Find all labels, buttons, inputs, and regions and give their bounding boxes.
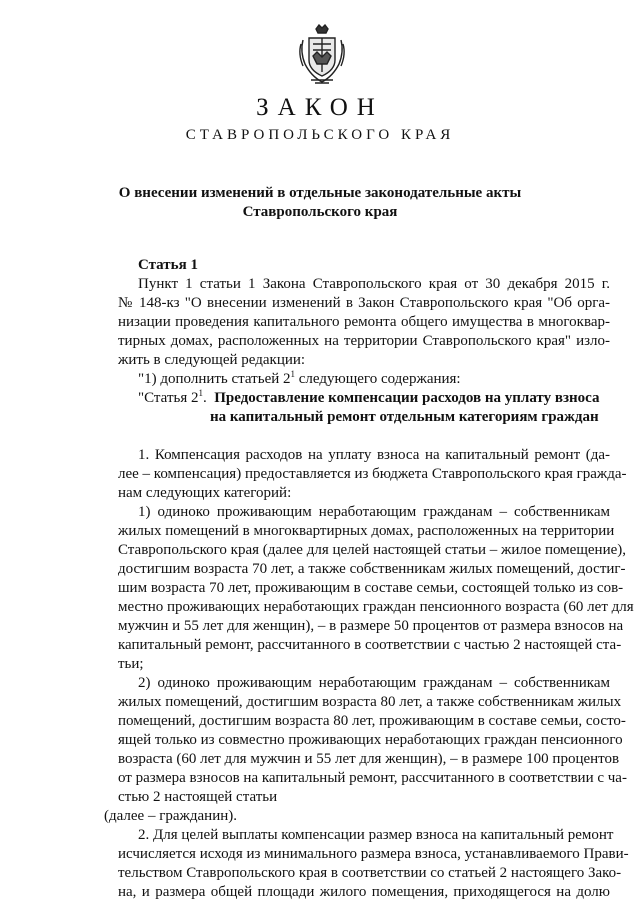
paragraph-line: 1. Компенсация расходов на уплату взноса на капитальный ремонт (да- bbox=[138, 447, 610, 463]
paragraph-line: жилых помещений, достигшим возраста 80 лет, а также собственникам жилых bbox=[118, 694, 622, 710]
paragraph-line: возраста (60 лет для мужчин и 55 лет для женщин), – в размере 100 процентов bbox=[118, 751, 620, 767]
paragraph-line: ящей только из совместно проживающих неработающих граждан пенсионного bbox=[118, 732, 623, 748]
paragraph-line: жить в следующей редакции: bbox=[118, 352, 306, 368]
paragraph-line: (далее – гражданин). bbox=[104, 808, 238, 824]
paragraph-line: исчисляется исходя из минимального размера взноса, устанавливаемого Прави- bbox=[118, 846, 629, 862]
paragraph-line: "1) дополнить статьей $2^1$ следующего содержания: bbox=[138, 369, 461, 387]
heading-line: О внесении изменений в отдельные законодательные акты bbox=[118, 185, 522, 201]
paragraph-line: стью 2 настоящей статьи bbox=[118, 789, 278, 805]
paragraph-line: тирных домах, расположенных на территории Ставропольского края" изло- bbox=[118, 333, 610, 349]
article-title-continued: на капитальный ремонт отдельным категориям граждан bbox=[210, 409, 599, 425]
heading-line: Ставропольского края bbox=[242, 204, 398, 220]
paragraph-line: 2) одиноко проживающим неработающим гражданам – собственникам bbox=[138, 675, 610, 691]
paragraph-line: № 148-кз "О внесении изменений в Закон Ставропольского края "Об орга- bbox=[118, 295, 610, 311]
paragraph-line: помещений, достигшим возраста 80 лет, проживающим в составе семьи, состо- bbox=[118, 713, 626, 729]
paragraph-line: местно проживающих неработающих граждан пенсионного возраста (60 лет для bbox=[118, 599, 634, 615]
paragraph-line: шим возраста 70 лет, проживающим в составе семьи, состоящей только из сов- bbox=[118, 580, 624, 596]
paragraph-line: нам следующих категорий: bbox=[118, 485, 292, 501]
law-title: ЗАКОН bbox=[256, 94, 384, 121]
paragraph-line: 1) одиноко проживающим неработающим гражданам – собственникам bbox=[138, 504, 610, 520]
paragraph-line: тьи; bbox=[118, 656, 144, 672]
law-heading bbox=[0, 184, 640, 222]
paragraph-line: достигшим возраста 70 лет, а также собственникам жилых помещений, достиг- bbox=[118, 561, 626, 577]
paragraph-line: от размера взносов на капитальный ремонт, рассчитанного в соответствии с ча- bbox=[118, 770, 627, 786]
coat-of-arms-icon bbox=[297, 24, 347, 86]
law-region: СТАВРОПОЛЬСКОГО КРАЯ bbox=[185, 127, 455, 143]
paragraph-line: Пункт 1 статьи 1 Закона Ставропольского края от 30 декабря 2015 г. bbox=[138, 276, 610, 292]
paragraph-line: Ставропольского края (далее для целей настоящей статьи – жилое помещение), bbox=[118, 542, 627, 558]
paragraph-line: тельством Ставропольского края в соответствии со статьей 2 настоящего Зако- bbox=[118, 865, 622, 881]
paragraph-line: лее – компенсация) предоставляется из бюджета Ставропольского края гражда- bbox=[118, 466, 627, 482]
article-title: Статья 1 bbox=[138, 257, 198, 273]
paragraph-line: на, и размера общей площади жилого помещения, приходящегося на долю bbox=[118, 884, 610, 900]
paragraph-line: мужчин и 55 лет для женщин), – в размере 50 процентов от размера взносов на bbox=[118, 618, 624, 634]
paragraph-line: капитальный ремонт, рассчитанного в соответствии с частью 2 настоящей ста- bbox=[118, 637, 622, 653]
paragraph-line: 2. Для целей выплаты компенсации размер взноса на капитальный ремонт bbox=[138, 827, 614, 843]
paragraph-line: низации проведения капитального ремонта общего имущества в многоквар- bbox=[118, 314, 610, 330]
paragraph-line: жилых помещений в многоквартирных домах, расположенных на территории bbox=[118, 523, 615, 539]
article-title: "Статья $2^1$. Предоставление компенсации расходов на уплату взноса bbox=[138, 388, 600, 406]
